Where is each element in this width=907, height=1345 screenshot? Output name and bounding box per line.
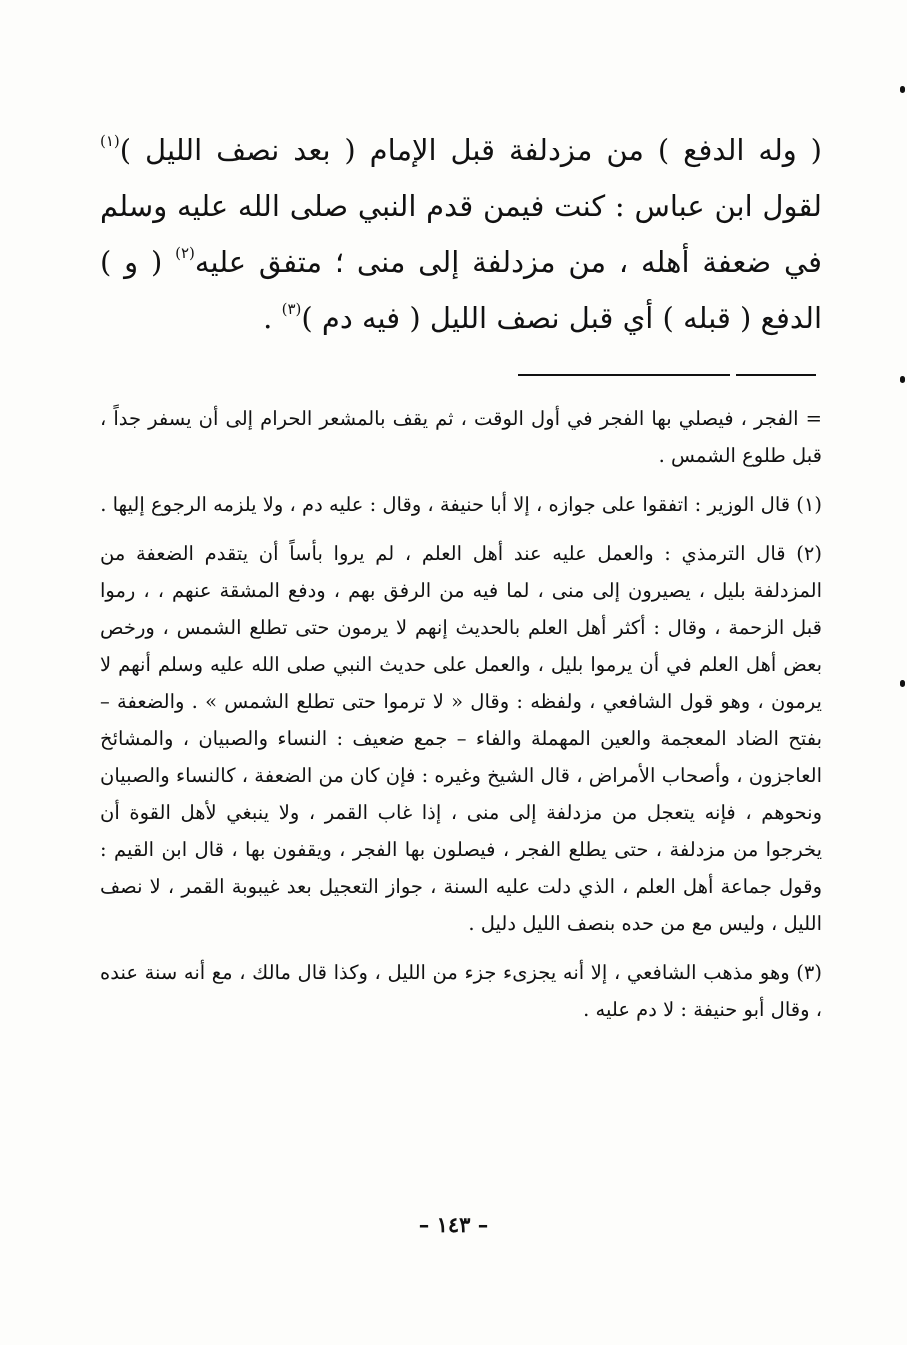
scan-speck (900, 376, 905, 383)
footnotes (100, 400, 822, 1040)
footnote-1: (١) قال الوزير : اتفقوا على جوازه ، إلا أبا حنيفة ، وقال : عليه دم ، ولا يلزمه الرجوع إليها . (100, 493, 822, 516)
footnote-3: (٣) وهو مذهب الشافعي ، إلا أنه يجزىء جزء من الليل ، وكذا قال مالك ، مع أنه سنة عنده ، وقال أبو حنيفة : لا دم عليه . (100, 961, 822, 1021)
main-text (100, 122, 822, 346)
footnote-marker-1: (١) (100, 132, 120, 150)
footnote-separator (518, 374, 816, 376)
footnote-marker-3: (٣) (281, 300, 302, 318)
main-line-end: . (263, 301, 282, 335)
scan-speck (900, 86, 905, 93)
main-paragraph (100, 122, 822, 346)
main-line-3: ( و ) الدفع ( قبله ) أي قبل نصف الليل ( فيه دم ) (100, 245, 822, 335)
footnote-continuation: = الفجر ، فيصلي بها الفجر في أول الوقت ، ثم يقف بالمشعر الحرام إلى أن يسفر جداً ، قبل طلوع الشمس . (100, 407, 822, 467)
page-number: – ١٤٣ – (418, 1212, 489, 1237)
footnote-2: (٢) قال الترمذي : والعمل عليه عند أهل العلم ، لم يروا بأساً أن يتقدم الضعفة من المزدلفة بليل ، يصيرون إلى منى ، لما فيه من الرفق بهم ، ودفع المشقة عنهم ، ، رموا قبل الزحمة ، وقال : أكثر أهل العلم بالحديث إنهم لا يرمون حتى تطلع الشمس ، ورخص بعض أهل العلم في أن يرموا بليل ، والعمل على حديث النبي صلى الله عليه وسلم أنهم لا يرمون ، وهو قول الشافعي ، ولفظه : وقال « لا ترموا حتى تطلع الشمس » . والضعفة – بفتح الضاد المعجمة والعين المهملة والفاء – جمع ضعيف : النساء والصبيان ، والمشائخ العاجزون ، وأصحاب الأمراض ، قال الشيخ وغيره : فإن كان من الضعفة ، كالنساء والصبيان ونحوهم ، فإنه يتعجل من مزدلفة إلى منى ، إذا غاب القمر ، ولا ينبغي لأهل القوة أن يخرجوا من مزدلفة ، حتى يطلع الفجر ، فيصلون بها الفجر ، ويقفون بها ، قال ابن القيم : وقول جماعة أهل العلم ، الذي دلت عليه السنة ، جواز التعجيل بعد غيبوبة القمر ، لا نصف الليل ، وليس مع من حده بنصف الليل دليل . (100, 542, 822, 935)
scan-speck (900, 680, 905, 687)
main-line-1: ( وله الدفع ) من مزدلفة قبل الإمام ( بعد نصف الليل ) (119, 133, 822, 167)
footnote-marker-2: (٢) (175, 244, 195, 262)
main-line-2: لقول ابن عباس : كنت فيمن قدم النبي صلى الله عليه وسلم في ضعفة أهله ، من مزدلفة إلى منى ؛ متفق عليه (100, 189, 823, 279)
